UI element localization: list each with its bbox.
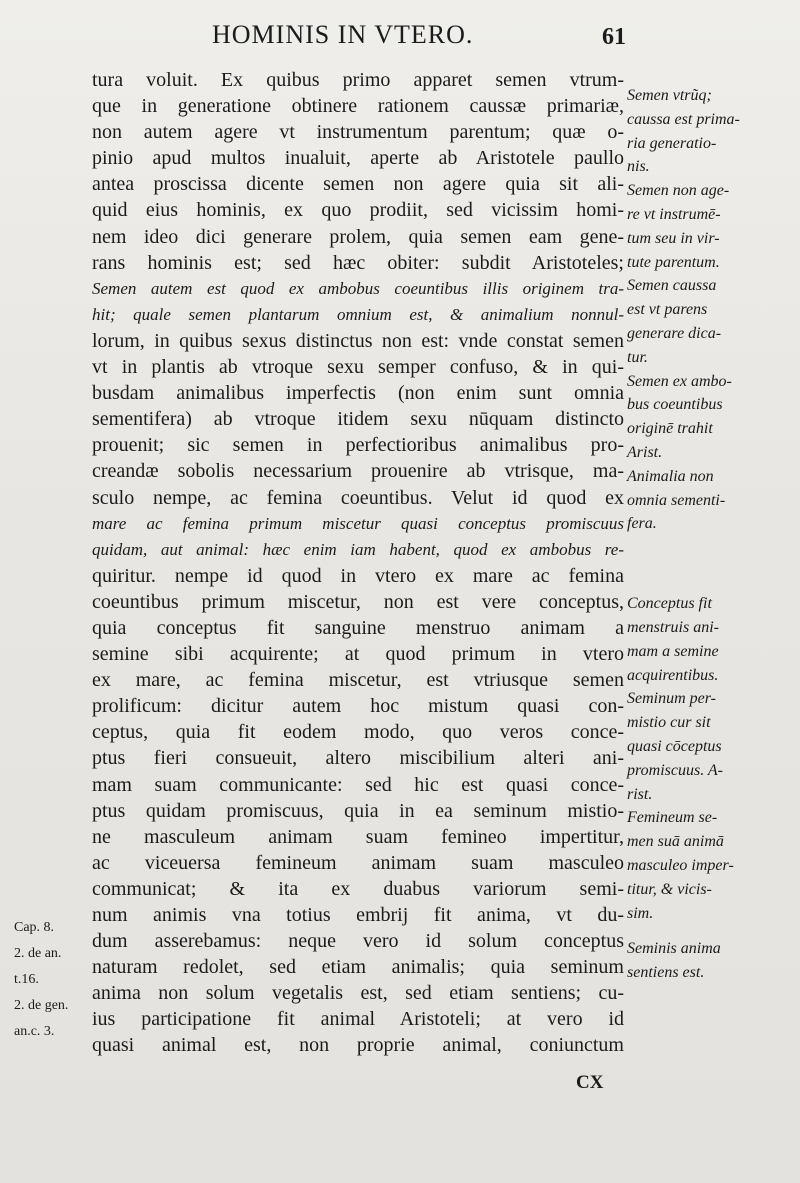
text-line: num animis vna totius embrij fit anima, vt du- <box>92 904 624 926</box>
margin-note-line: originē trahit <box>627 420 713 438</box>
text-line: vt in plantis ab vtroque sexu semper confuso, & in qui- <box>92 356 624 379</box>
margin-gap <box>627 536 797 592</box>
text-line: antea proscissa dicente semen non agere quia sit ali- <box>92 173 624 196</box>
margin-note-line: mam a semine <box>627 642 719 660</box>
text-line: quia conceptus fit sanguine menstruo animam a <box>92 616 624 639</box>
text-line: sculo nempe, ac femina coeuntibus. Velut id quod ex <box>92 486 624 509</box>
main-text-column <box>92 67 624 1059</box>
margin-note-line: men suā animā <box>627 833 724 851</box>
source-reference: 2. de an. <box>14 946 62 961</box>
text-line: communicat; & ita ex duabus variorum semi- <box>92 877 624 900</box>
text-line: quid eius hominis, ex quo prodiit, sed vicissim homi- <box>92 199 624 222</box>
margin-note-line: bus coeuntibus <box>627 396 723 414</box>
margin-note-line: rist. <box>627 785 653 803</box>
margin-note-line: re vt instrumē- <box>627 205 721 223</box>
margin-note-line: masculeo imper- <box>627 856 734 874</box>
margin-note <box>627 274 797 369</box>
margin-note-line: caussa est prima- <box>627 110 740 128</box>
margin-note-line: Femineum se- <box>627 809 718 827</box>
margin-note-line: Semen non age- <box>627 182 730 200</box>
margin-note-line: tur. <box>627 348 648 366</box>
text-line: Semen autem est quod ex ambobus coeuntibus illis originem tra- <box>92 278 624 298</box>
text-line: ptus fieri consueuit, altero miscibilium alteri ani- <box>92 747 624 770</box>
text-line: ceptus, quia fit eodem modo, quo veros conce- <box>92 721 624 744</box>
margin-note-line: acquirentibus. <box>627 666 719 684</box>
text-line: semine sibi acquirente; at quod primum in vtero <box>92 643 624 666</box>
margin-note-line: sim. <box>627 904 654 922</box>
text-line: prolificum: dicitur autem hoc mistum quasi con- <box>92 695 624 718</box>
left-margin-references <box>14 915 94 1045</box>
running-header <box>0 20 800 60</box>
catchword: CX <box>576 1072 604 1093</box>
text-line: ac viceuersa femineum animam suam masculeo <box>92 851 624 874</box>
margin-note-line: mistio cur sit <box>627 714 711 732</box>
margin-gap <box>627 925 797 937</box>
text-line: non autem agere vt instrumentum parentum; quæ o- <box>92 121 624 144</box>
margin-note-line: Seminis anima <box>627 940 721 958</box>
margin-note-line: menstruis ani- <box>627 618 719 636</box>
margin-note-line: est vt parens <box>627 301 708 319</box>
margin-note-line: tum seu in vir- <box>627 229 720 247</box>
margin-note-line: titur, & vicis- <box>627 880 712 898</box>
text-line: mare ac femina primum miscetur quasi conceptus promiscuus <box>92 513 624 533</box>
text-line: creandæ sobolis necessarium prouenire ab vtrisque, ma- <box>92 460 624 483</box>
margin-note-line: Semen caussa <box>627 277 717 295</box>
text-line: ius participatione fit animal Aristoteli; at vero id <box>92 1008 624 1031</box>
text-line: anima non solum vegetalis est, sed etiam sentiens; cu- <box>92 982 624 1005</box>
margin-note-line: tute parentum. <box>627 253 720 271</box>
text-line: mam suam communicante: sed hic est quasi conce- <box>92 773 624 796</box>
margin-note-line: sentiens est. <box>627 964 705 982</box>
text-line: quidam, aut animal: hæc enim iam habent, quod ex ambobus re- <box>92 539 624 559</box>
margin-note <box>627 84 797 179</box>
source-reference: Cap. 8. <box>14 920 55 935</box>
text-line: nem ideo dici generare prolem, quia semen eam gene- <box>92 225 624 248</box>
text-line: que in generatione obtinere rationem caussæ primariæ, <box>92 95 624 118</box>
margin-note-line: Animalia non <box>627 467 714 485</box>
margin-note-line: omnia sementi- <box>627 491 726 509</box>
text-line: tura voluit. Ex quibus primo apparet semen vtrum- <box>92 69 624 91</box>
margin-note-line: Arist. <box>627 443 663 461</box>
margin-note <box>627 370 797 465</box>
text-line: rans hominis est; sed hæc obiter: subdit Aristoteles; <box>92 251 624 274</box>
margin-note <box>627 687 797 806</box>
running-title: HOMINIS IN VTERO. <box>212 20 474 49</box>
text-line: coeuntibus primum miscetur, non est vere conceptus, <box>92 590 624 613</box>
text-line: ex mare, ac femina miscetur, est vtriusque semen <box>92 669 624 692</box>
margin-note-line: promiscuus. A- <box>627 761 723 779</box>
margin-note-line: generare dica- <box>627 324 722 342</box>
margin-note <box>627 592 797 687</box>
margin-note-line: Seminum per- <box>627 690 716 708</box>
margin-note-line: Semen ex ambo- <box>627 372 732 390</box>
text-line: lorum, in quibus sexus distinctus non est: vnde constat semen <box>92 329 624 352</box>
source-reference: 2. de gen. <box>14 998 69 1013</box>
source-reference: an.c. 3. <box>14 1024 55 1039</box>
text-line: quiritur. nempe id quod in vtero ex mare ac femina <box>92 564 624 587</box>
right-margin-notes <box>627 84 797 985</box>
text-line: busdam animalibus imperfectis (non enim sunt omnia <box>92 382 624 405</box>
text-line: pinio apud multos inualuit, aperte ab Aristotele paullo <box>92 147 624 170</box>
text-line: hit; quale semen plantarum omnium est, & animalium nonnul- <box>92 304 624 324</box>
text-line: sementifera) ab vtroque itidem sexu nūquam distincto <box>92 408 624 431</box>
text-line: ptus quidam promiscuus, quia in ea seminum mistio- <box>92 799 624 822</box>
text-line: dum asserebamus: neque vero id solum conceptus <box>92 930 624 953</box>
margin-note-line: Semen vtrũq; <box>627 87 712 104</box>
source-reference: t.16. <box>14 972 39 987</box>
text-line: prouenit; sic semen in perfectioribus animalibus pro- <box>92 434 624 457</box>
text-line: naturam redolet, sed etiam animalis; quia seminum <box>92 956 624 979</box>
page-number: 61 <box>602 24 626 50</box>
margin-note <box>627 937 797 985</box>
margin-note-line: ria generatio- <box>627 134 717 152</box>
margin-note-line: Conceptus fit <box>627 595 712 613</box>
margin-note-line: nis. <box>627 158 650 176</box>
margin-note-line: quasi cōceptus <box>627 737 722 755</box>
margin-note <box>627 179 797 274</box>
text-line: ne masculeum animam suam femineo impertitur, <box>92 825 624 848</box>
margin-note <box>627 806 797 925</box>
margin-note <box>627 465 797 536</box>
margin-note-line: fera. <box>627 515 657 533</box>
text-line: quasi animal est, non proprie animal, coniunctum <box>92 1034 624 1057</box>
